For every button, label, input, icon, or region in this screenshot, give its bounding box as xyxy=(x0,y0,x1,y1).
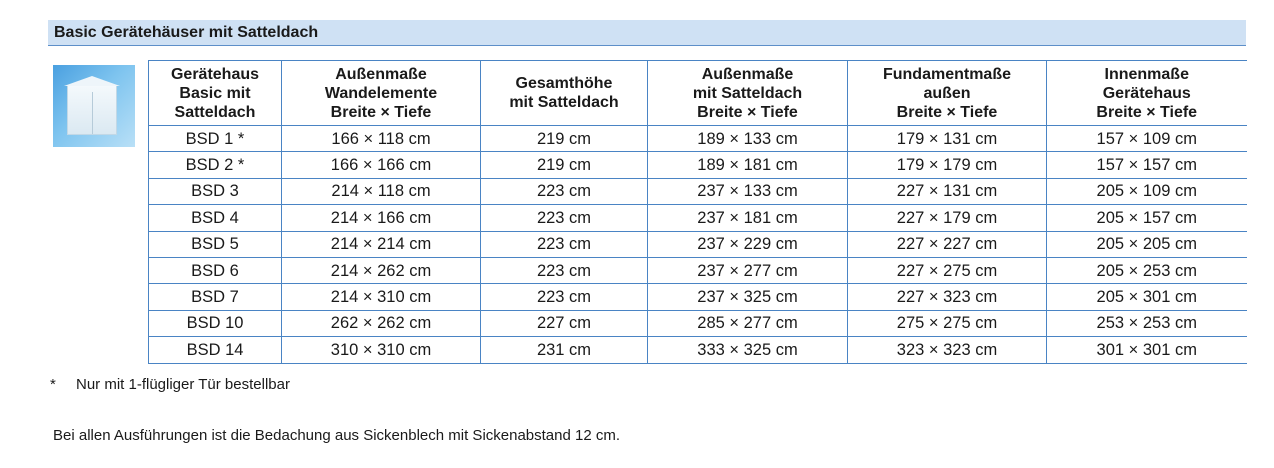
table-header xyxy=(149,61,1247,126)
table-row xyxy=(149,310,1247,336)
column-header xyxy=(481,61,648,126)
table-row xyxy=(149,284,1247,310)
dimension-cell: 227 × 227 cm xyxy=(848,231,1047,257)
dimension-cell: 223 cm xyxy=(481,205,648,231)
dimension-cell: 237 × 277 cm xyxy=(648,257,848,283)
model-cell: BSD 4 xyxy=(149,205,282,231)
dimension-cell: 223 cm xyxy=(481,257,648,283)
model-cell: BSD 7 xyxy=(149,284,282,310)
column-header-line: Basic mit xyxy=(179,84,251,102)
column-header-line: außen xyxy=(923,84,971,102)
dimensions-table xyxy=(148,60,1247,364)
table-row xyxy=(149,205,1247,231)
section-title: Basic Gerätehäuser mit Satteldach xyxy=(54,24,319,41)
dimension-cell: 285 × 277 cm xyxy=(648,310,848,336)
column-header xyxy=(149,61,282,126)
model-cell: BSD 5 xyxy=(149,231,282,257)
dimension-cell: 237 × 181 cm xyxy=(648,205,848,231)
dimension-cell: 179 × 131 cm xyxy=(848,126,1047,152)
table-row xyxy=(149,178,1247,204)
column-header-line: mit Satteldach xyxy=(692,84,803,102)
dimension-cell: 227 × 179 cm xyxy=(848,205,1047,231)
dimension-cell: 166 × 166 cm xyxy=(282,152,481,178)
dimension-cell: 205 × 301 cm xyxy=(1047,284,1247,310)
header-row xyxy=(149,61,1247,126)
column-header-line: Außenmaße xyxy=(701,65,794,83)
dimension-cell: 227 cm xyxy=(481,310,648,336)
model-cell: BSD 1 * xyxy=(149,126,282,152)
table-row xyxy=(149,126,1247,152)
dimension-cell: 237 × 133 cm xyxy=(648,178,848,204)
column-header xyxy=(648,61,848,126)
dimension-cell: 223 cm xyxy=(481,284,648,310)
column-header-line: Gerätehaus xyxy=(1102,84,1191,102)
dimension-cell: 262 × 262 cm xyxy=(282,310,481,336)
column-header-line: Außenmaße xyxy=(335,65,427,83)
footnote-marker: * xyxy=(50,376,56,393)
column-header-line: mit Satteldach xyxy=(509,94,619,111)
dimension-cell: 323 × 323 cm xyxy=(848,337,1047,363)
model-cell: BSD 14 xyxy=(149,337,282,363)
dimension-cell: 205 × 205 cm xyxy=(1047,231,1247,257)
column-header xyxy=(1047,61,1247,126)
dimension-cell: 223 cm xyxy=(481,231,648,257)
dimension-cell: 157 × 109 cm xyxy=(1047,126,1247,152)
dimension-cell: 219 cm xyxy=(481,152,648,178)
model-cell: BSD 2 * xyxy=(149,152,282,178)
table-body xyxy=(149,126,1247,364)
dimension-cell: 301 × 301 cm xyxy=(1047,337,1247,363)
dimension-cell: 157 × 157 cm xyxy=(1047,152,1247,178)
column-header-line: Breite × Tiefe xyxy=(697,103,798,121)
dimension-cell: 333 × 325 cm xyxy=(648,337,848,363)
dimension-cell: 223 cm xyxy=(481,178,648,204)
column-header xyxy=(282,61,481,126)
roofing-remark: Bei allen Ausführungen ist die Bedachung aus Sickenblech mit Sickenabstand 12 cm. xyxy=(53,427,621,444)
dimension-cell: 189 × 181 cm xyxy=(648,152,848,178)
column-header xyxy=(848,61,1047,126)
column-header-line: Satteldach xyxy=(174,103,256,121)
table-row xyxy=(149,337,1247,363)
dimension-cell: 205 × 109 cm xyxy=(1047,178,1247,204)
column-header-line: Breite × Tiefe xyxy=(1096,103,1198,121)
dimension-cell: 237 × 325 cm xyxy=(648,284,848,310)
column-header-line: Innenmaße xyxy=(1104,65,1189,83)
dimension-cell: 227 × 323 cm xyxy=(848,284,1047,310)
dimension-cell: 214 × 310 cm xyxy=(282,284,481,310)
dimension-cell: 310 × 310 cm xyxy=(282,337,481,363)
table-row xyxy=(149,257,1247,283)
dimension-cell: 219 cm xyxy=(481,126,648,152)
dimension-cell: 227 × 131 cm xyxy=(848,178,1047,204)
model-cell: BSD 6 xyxy=(149,257,282,283)
section-title-bar xyxy=(48,20,1246,46)
dimension-cell: 179 × 179 cm xyxy=(848,152,1047,178)
model-cell: BSD 3 xyxy=(149,178,282,204)
model-cell: BSD 10 xyxy=(149,310,282,336)
footnote-text: Nur mit 1-flügliger Tür bestellbar xyxy=(76,376,290,393)
shed-thumbnail xyxy=(53,65,135,147)
column-header-line: Breite × Tiefe xyxy=(330,103,432,121)
dimension-cell: 189 × 133 cm xyxy=(648,126,848,152)
dimension-cell: 214 × 166 cm xyxy=(282,205,481,231)
table-row xyxy=(149,231,1247,257)
dimension-cell: 231 cm xyxy=(481,337,648,363)
dimension-cell: 227 × 275 cm xyxy=(848,257,1047,283)
dimension-cell: 275 × 275 cm xyxy=(848,310,1047,336)
dimension-cell: 214 × 262 cm xyxy=(282,257,481,283)
column-header-line: Gerätehaus xyxy=(170,65,260,83)
dimension-cell: 214 × 214 cm xyxy=(282,231,481,257)
column-header-line: Breite × Tiefe xyxy=(896,103,998,121)
shed-product-image xyxy=(67,85,117,135)
dimension-cell: 205 × 157 cm xyxy=(1047,205,1247,231)
dimension-cell: 166 × 118 cm xyxy=(282,126,481,152)
dimension-cell: 253 × 253 cm xyxy=(1047,310,1247,336)
dimension-cell: 237 × 229 cm xyxy=(648,231,848,257)
dimension-cell: 205 × 253 cm xyxy=(1047,257,1247,283)
footnote xyxy=(50,376,290,393)
column-header-line: Wandelemente xyxy=(324,84,438,102)
column-header-line: Gesamthöhe xyxy=(515,75,613,92)
dimension-cell: 214 × 118 cm xyxy=(282,178,481,204)
table-row xyxy=(149,152,1247,178)
column-header-line: Fundamentmaße xyxy=(882,65,1011,83)
